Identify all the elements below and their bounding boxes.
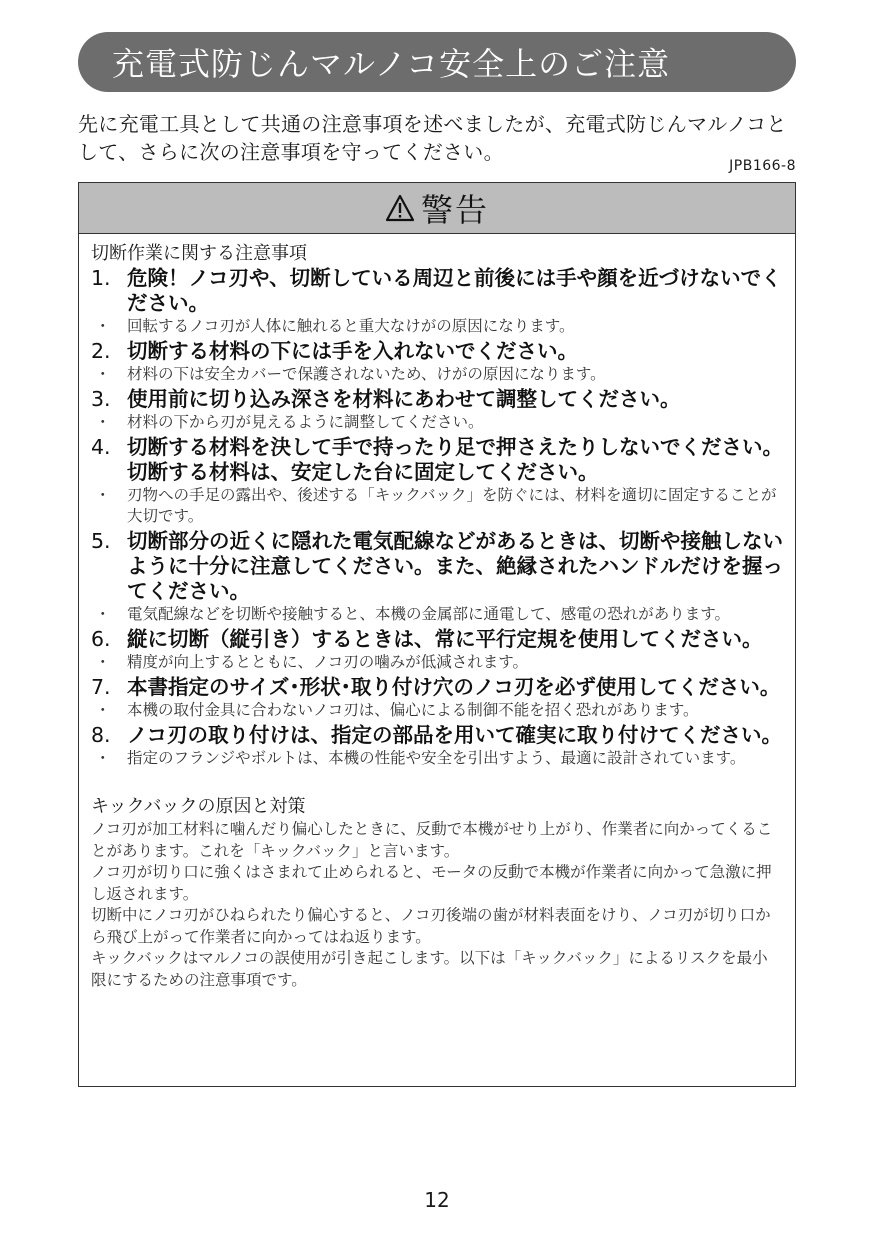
caution-item [91,266,783,337]
caution-main [91,627,783,652]
kickback-paragraph: キックバックはマルノコの誤使用が引き起こします。以下は「キックバック」によるリスクを最小限にするための注意事項です。 [91,949,768,989]
caution-note-text: 材料の下から刃が見えるように調整してください。 [127,413,484,431]
bullet: ・ [95,486,111,504]
caution-item [91,529,783,625]
caution-item [91,387,783,433]
kickback-paragraph: 切断中にノコ刃がひねられたり偏心すると、ノコ刃後端の歯が材料表面をけり、ノコ刃が切り口から飛び上がって作業者に向かってはね返ります。 [91,906,771,946]
caution-number: 5. [91,529,111,553]
caution-note-text: 電気配線などを切断や接触すると、本機の金属部に通電して、感電の恐れがあります。 [127,605,730,623]
caution-main [91,723,783,748]
caution-text: 危険！ノコ刃や、切断している周辺と前後には手や顔を近づけないでください。 [127,266,782,315]
caution-note [91,364,783,385]
warning-triangle-icon [385,193,415,223]
section-title-bar [78,32,796,92]
page-number: 12 [424,1188,450,1212]
caution-note [91,652,783,673]
caution-text: 切断する材料を決して手で持ったり足で押さえたりしないでください。切断する材料は、安定した台に固定してください。 [127,435,783,484]
caution-text: 切断部分の近くに隠れた電気配線などがあるときは、切断や接触しないように十分に注意してください。また、絶縁されたハンドルだけを握ってください。 [127,529,783,603]
document-code: JPB166-8 [729,158,796,174]
bullet: ・ [95,605,111,623]
caution-main [91,339,783,364]
caution-text: 切断する材料の下には手を入れないでください。 [127,339,578,363]
caution-main [91,435,783,485]
caution-item [91,723,783,769]
caution-number: 6. [91,627,111,651]
caution-note-text: 本機の取付金具に合わないノコ刃は、偏心による制御不能を招く恐れがあります。 [127,701,699,719]
caution-main [91,266,783,316]
warning-header [79,183,795,234]
kickback-paragraph: ノコ刃が切り口に強くはさまれて止められると、モータの反動で本機が作業者に向かって急激に押し返されます。 [91,863,772,903]
caution-number: 1. [91,266,111,290]
caution-note [91,485,783,527]
caution-item [91,627,783,673]
caution-text: 本書指定のサイズ･形状･取り付け穴のノコ刃を必ず使用してください。 [127,675,781,699]
caution-number: 3. [91,387,111,411]
bullet: ・ [95,653,111,671]
bullet: ・ [95,317,111,335]
warning-body [79,234,795,991]
caution-main [91,387,783,412]
caution-text: 使用前に切り込み深さを材料にあわせて調整してください。 [127,387,681,411]
caution-note-text: 回転するノコ刃が人体に触れると重大なけがの原因になります。 [127,317,575,335]
caution-text: 縦に切断（縦引き）するときは、常に平行定規を使用してください。 [127,627,763,651]
caution-note [91,700,783,721]
caution-text: ノコ刃の取り付けは、指定の部品を用いて確実に取り付けてください。 [127,723,782,747]
caution-item [91,675,783,721]
caution-note [91,748,783,769]
caution-note-text: 指定のフランジやボルトは、本機の性能や安全を引出すよう、最適に設計されています。 [127,749,746,767]
warning-box [78,182,796,1087]
caution-main [91,529,783,604]
kickback-heading: キックバックの原因と対策 [91,796,306,817]
caution-note-text: 精度が向上するとともに、ノコ刃の噛みが低減されます。 [127,653,528,671]
bullet: ・ [95,365,111,383]
section-heading: 切断作業に関する注意事項 [91,243,307,264]
caution-note [91,604,783,625]
bullet: ・ [95,749,111,767]
caution-number: 7. [91,675,111,699]
caution-note [91,412,783,433]
caution-number: 8. [91,723,111,747]
caution-note-text: 材料の下は安全カバーで保護されないため、けがの原因になります。 [127,365,606,383]
caution-number: 2. [91,339,111,363]
bullet: ・ [95,413,111,431]
caution-list [91,266,783,769]
caution-item [91,339,783,385]
caution-item [91,435,783,527]
bullet: ・ [95,701,111,719]
kickback-paragraphs [91,819,783,991]
warning-label: 警告 [420,191,489,229]
caution-number: 4. [91,435,111,459]
caution-note-text: 刃物への手足の露出や、後述する「キックバック」を防ぐには、材料を適切に固定することが大切です。 [127,486,777,525]
caution-note [91,316,783,337]
page-title: 充電式防じんマルノコ安全上のご注意 [112,45,671,83]
kickback-paragraph: ノコ刃が加工材料に噛んだり偏心したときに、反動で本機がせり上がり、作業者に向かってくることがあります。これを「キックバック」と言います。 [91,820,773,860]
intro-text: 先に充電工具として共通の注意事項を述べましたが、充電式防じんマルノコとして、さらに次の注意事項を守ってください。 [78,112,787,164]
caution-main [91,675,783,700]
